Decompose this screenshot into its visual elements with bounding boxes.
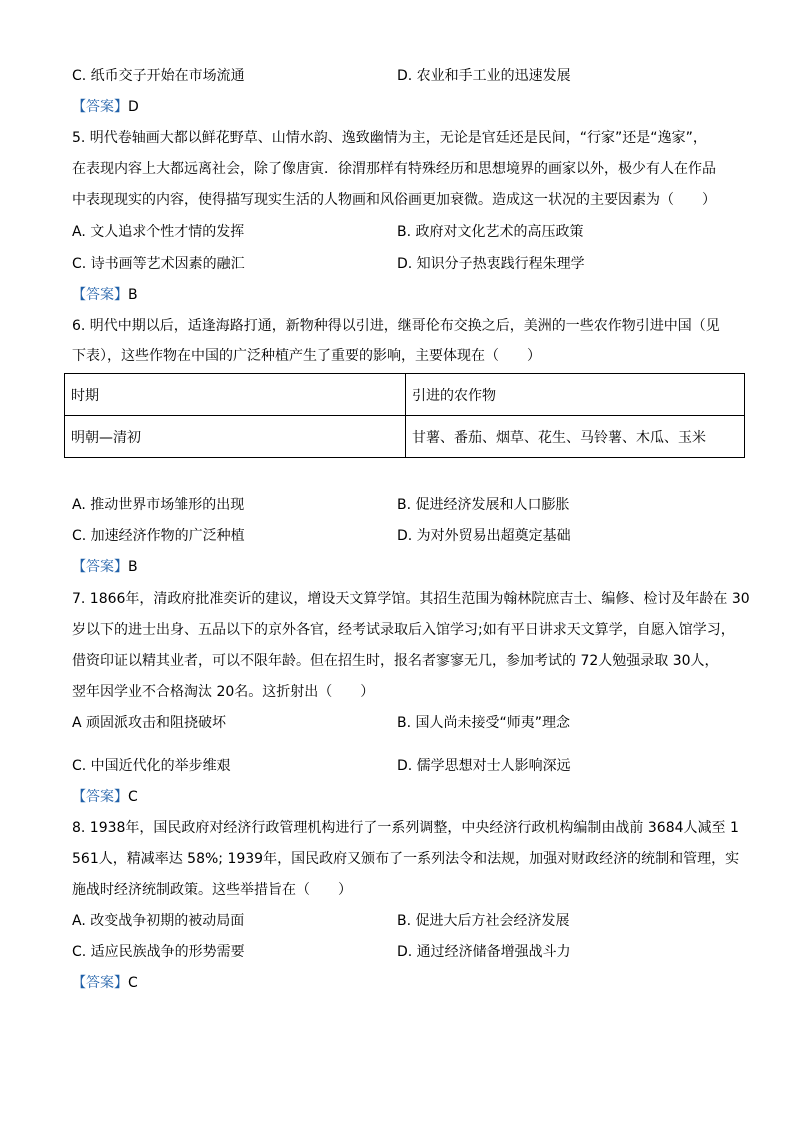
q8-options-cd bbox=[72, 942, 752, 962]
q5-option-c: C. 诗书画等艺术因素的融汇 bbox=[72, 256, 245, 272]
q6-option-a: A. 推动世界市场雏形的出现 bbox=[72, 497, 245, 513]
q6-table-header-crops: 引进的农作物 bbox=[406, 374, 745, 416]
q8-option-d: D. 通过经济储备增强战斗力 bbox=[397, 944, 571, 960]
q8-stem-line-2: 561人，精减率达 58%; 1939年，国民政府又颁布了一系列法令和法规，加强对财政经济的统制和管理，实 bbox=[72, 851, 740, 867]
q8-answer bbox=[72, 973, 138, 993]
q6-option-b: B. 促进经济发展和人口膨胀 bbox=[397, 497, 570, 513]
q8-answer-value: C bbox=[128, 975, 138, 991]
q4-options-cd bbox=[72, 66, 752, 86]
q5-options-ab bbox=[72, 222, 752, 242]
q5-answer-label: 【答案】 bbox=[72, 287, 128, 303]
q6-option-c: C. 加速经济作物的广泛种植 bbox=[72, 528, 245, 544]
q8-stem-line-3: 施战时经济统制政策。这些举措旨在（ ） bbox=[72, 882, 352, 898]
q4-answer-label: 【答案】 bbox=[72, 99, 128, 115]
q7-answer bbox=[72, 787, 138, 807]
q7-option-c: C. 中国近代化的举步维艰 bbox=[72, 758, 231, 774]
q8-options-ab bbox=[72, 911, 752, 931]
q6-table-header-row bbox=[65, 374, 745, 416]
q6-option-d: D. 为对外贸易出超奠定基础 bbox=[397, 528, 571, 544]
q7-answer-value: C bbox=[128, 789, 138, 805]
q5-option-b: B. 政府对文化艺术的高压政策 bbox=[397, 224, 584, 240]
q6-answer-label: 【答案】 bbox=[72, 559, 128, 575]
q4-option-d: D. 农业和手工业的迅速发展 bbox=[397, 68, 571, 84]
q6-stem-line-2: 下表），这些作物在中国的广泛种植产生了重要的影响，主要体现在（ ） bbox=[72, 348, 541, 364]
q8-option-a: A. 改变战争初期的被动局面 bbox=[72, 913, 245, 929]
q6-options-cd bbox=[72, 526, 752, 546]
q7-stem-line-3: 借资印证以精其业者，可以不限年龄。但在招生时，报名者寥寥无几，参加考试的 72人勉强录取 30人， bbox=[72, 653, 719, 669]
q6-stem-line-1: 6. 明代中期以后，适逢海路打通，新物种得以引进，继哥伦布交换之后，美洲的一些农作物引进中国（见 bbox=[72, 318, 720, 334]
q6-table bbox=[64, 373, 745, 458]
q7-option-a: A 顽固派攻击和阻挠破坏 bbox=[72, 715, 227, 731]
q5-options-cd bbox=[72, 254, 752, 274]
q7-stem-line-1: 7. 1866年，清政府批准奕䜣的建议，增设天文算学馆。其招生范围为翰林院庶吉士、编修、检讨及年龄在 30 bbox=[72, 591, 750, 607]
q4-answer bbox=[72, 97, 139, 117]
q8-answer-label: 【答案】 bbox=[72, 975, 128, 991]
q5-stem-line-3: 中表现现实的内容，使得描写现实生活的人物画和风俗画更加衰微。造成这一状况的主要因素为（ ） bbox=[72, 192, 716, 208]
q6-table-cell-crops: 甘薯、番茄、烟草、花生、马铃薯、木瓜、玉米 bbox=[406, 416, 745, 458]
q7-answer-label: 【答案】 bbox=[72, 789, 128, 805]
q5-answer bbox=[72, 285, 138, 305]
q7-option-d: D. 儒学思想对士人影响深远 bbox=[397, 758, 571, 774]
q5-stem-line-1: 5. 明代卷轴画大都以鲜花野草、山情水韵、逸致幽情为主，无论是官廷还是民间，“行家”还是“逸家”， bbox=[72, 130, 707, 146]
q6-table-header-period: 时期 bbox=[65, 374, 406, 416]
q7-option-b: B. 国人尚未接受“师夷”理念 bbox=[397, 715, 571, 731]
q5-option-d: D. 知识分子热衷践行程朱理学 bbox=[397, 256, 585, 272]
q8-stem-line-1: 8. 1938年，国民政府对经济行政管理机构进行了一系列调整，中央经济行政机构编制由战前 3684人减至 1 bbox=[72, 820, 739, 836]
q6-answer-value: B bbox=[128, 559, 138, 575]
q7-stem-line-4: 翌年因学业不合格淘汰 20名。这折射出（ ） bbox=[72, 684, 375, 700]
q6-options-ab bbox=[72, 495, 752, 515]
q5-answer-value: B bbox=[128, 287, 138, 303]
q6-table-row bbox=[65, 416, 745, 458]
q6-answer bbox=[72, 557, 138, 577]
q7-options-ab bbox=[72, 713, 752, 733]
q8-option-c: C. 适应民族战争的形势需要 bbox=[72, 944, 245, 960]
q4-answer-value: D bbox=[128, 99, 139, 115]
q6-table-cell-period: 明朝—清初 bbox=[65, 416, 406, 458]
q7-stem-line-2: 岁以下的进士出身、五品以下的京外各官，经考试录取后入馆学习;如有平日讲求天文算学，自愿入馆学习， bbox=[72, 622, 735, 638]
q5-option-a: A. 文人追求个性才情的发挥 bbox=[72, 224, 245, 240]
q8-option-b: B. 促进大后方社会经济发展 bbox=[397, 913, 570, 929]
q5-stem-line-2: 在表现内容上大都远离社会，除了像唐寅．徐渭那样有特殊经历和思想境界的画家以外，极少有人在作品 bbox=[72, 161, 716, 177]
q4-option-c: C. 纸币交子开始在市场流通 bbox=[72, 68, 245, 84]
q7-options-cd bbox=[72, 756, 752, 776]
